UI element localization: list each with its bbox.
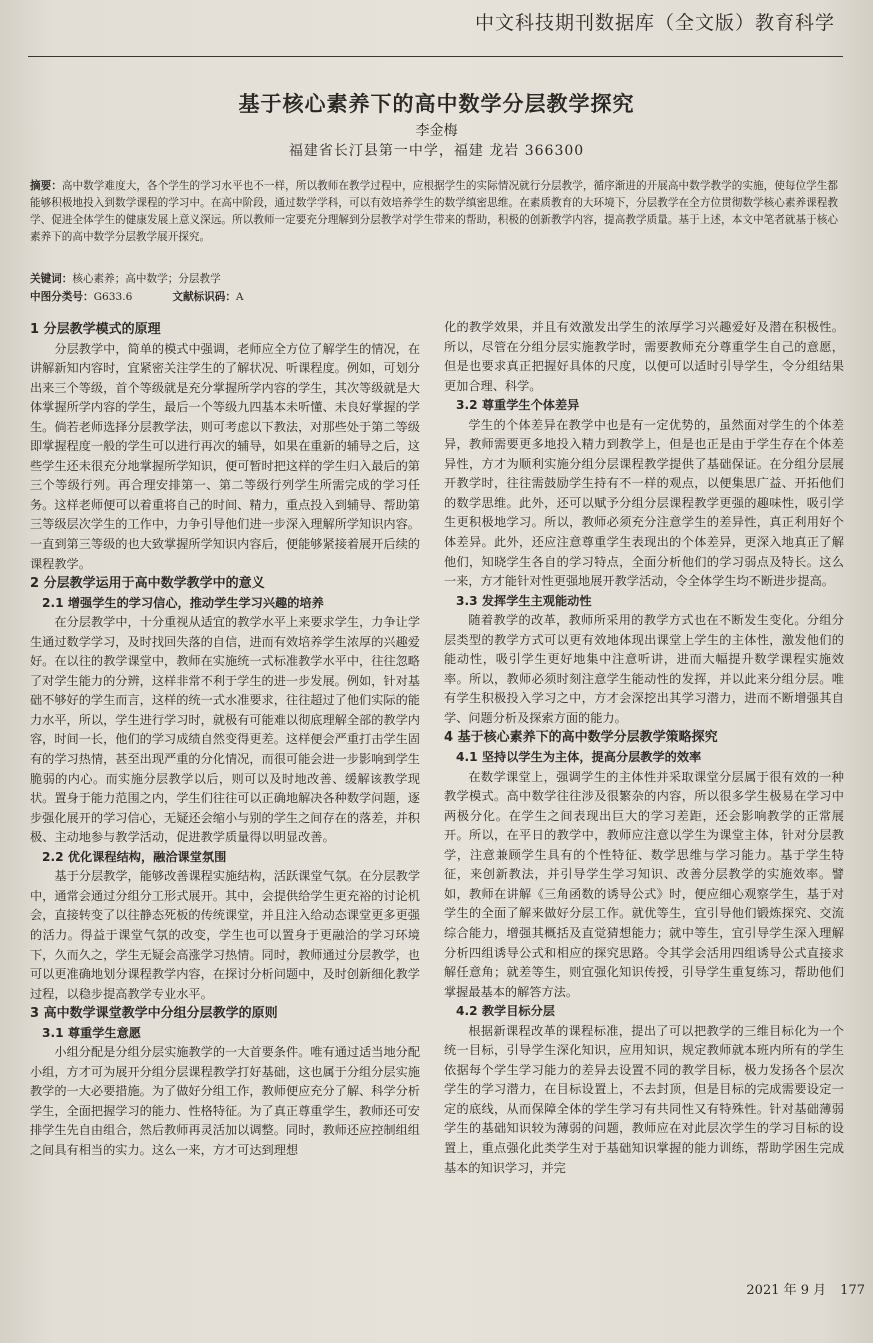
abstract-text: 高中数学难度大，各个学生的学习水平也不一样，所以教师在教学过程中，应根据学生的实际情况就行分层教学，循序渐进的开展高中数学教学的实施，使每位学生都能够积极地投入到数学课程的学习中。在高中阶段，通过数学学科，可以有效培养学生的数学缜密思维。在素质教育的大环境下，分层教学在全方位贯彻数学核心素养课程教学、促进全体学生的健康发展上意义深远。所以教师一定要充分理解到分层教学对学生带来的帮助，积极的创新教学内容，提高教学质量。基于上述，本文中笔者就基于核心素养下的高中数学分层教学展开探究。: [30, 180, 839, 243]
page-footer: [732, 1279, 865, 1298]
keywords-label: 关键词：: [30, 273, 73, 285]
body-column-left: [30, 320, 420, 1255]
keywords-text: 核心素养；高中数学；分层教学: [72, 273, 221, 285]
paragraph: 学生的个体差异在教学中也是有一定优势的，虽然面对学生的个体差异，教师需要更多地投入精力到教学上，但是也正是由于学生存在个体差异性，方才为顺利实施分组分层课程教学提供了基础保证。在分组分层展开教学时，往往需鼓励学生持有不一样的观点，以便集思广益、开拓他们的数学思维。此外，还可以赋予分组分层课程教学更强的趣味性，吸引学生更积极地学习。所以，教师必须充分注意学生的差异性，真正利用好个体差异。此外，还应注意尊重学生表现出的个体差异，更深入地真正了解他们，知晓学生各自的学习特点，全面分析他们的学习弱点及特长。这么一来，方才能针对性更强地展开教学活动，令全体学生均不断进步提高。: [444, 417, 844, 589]
subsection-heading: 3.1 尊重学生意愿: [42, 1025, 141, 1040]
paragraph: 基于分层教学，能够改善课程实施结构，活跃课堂气氛。在分层教学中，通常会通过分组分工形式展开。其中，会提供给学生更充裕的讨论机会，直接转变了以往静态死板的传统课堂，并且注入给动态课堂更多更强的活力。得益于课堂气氛的改变，学生也可以置身于更融洽的学习环境下，久而久之，学生无疑会高涨学习热情。同时，教师通过分层教学，也可以更准确地划分课程教学内容，在探讨分析问题中，及时创新细化教学过程，以稳步提高教学专业水平。: [30, 869, 420, 1001]
issue-date: 2021 年 9 月: [746, 1283, 827, 1298]
paragraph: 分层教学中，简单的模式中强调，老师应全方位了解学生的情况，在讲解新知内容时，宜紧密关注学生的了解状况、听课程度。例如，可划分出来三个等级，首个等级就是充分掌握所学内容的学生，其次等级就是大体掌握所学内容的学生，最后一个等级九四基本未听懂、未良好掌握的学生。倘若老师选择分层教学法，则可考虑以下教法，对那些处于第二等级即掌握程度一般的学生可以进行再次的辅导，如果在重新的辅导之后，这些学生还未很充分地掌握所学知识，便可暂时把这样的学生归入最后的第三个等级行列。再合理安排第一、第二等级行列学生所需完成的学习任务。这样老师便可以着重将自己的时间、精力，重点投入到辅导、帮助第三等级层次学生的工作中，力争引导他们进一步深入理解所学知识内容。一直到第三等级的也大致掌握所学知识内容后，便能够紧接着展开后续的课程教学。: [30, 341, 420, 571]
paragraph: 随着教学的改革，教师所采用的教学方式也在不断发生变化。分组分层类型的教学方式可以更有效地体现出课堂上学生的主体性，激发他们的能动性，吸引学生更好地集中注意听讲，进而大幅提升数学课程实施效率。所以，教师必须时刻注意学生能动性的发挥，并以此来分组分层。唯有学生积极投入学习之中，方才会深挖出其学习潜力，进而不断增强其自学、问题分析及探索方面的能力。: [444, 613, 844, 725]
abstract-label: 摘要：: [30, 180, 62, 192]
article-author: 李金梅: [415, 123, 458, 139]
subsection-heading: 3.2 尊重学生个体差异: [456, 398, 580, 413]
paragraph: 在数学课堂上，强调学生的主体性并采取课堂分层属于很有效的一种教学模式。高中数学往往涉及很繁杂的内容，所以很多学生极易在学习中两极分化。在学生之间表现出巨大的学习差距，还会影响教学的正常展开。所以，在平日的教学中，教师应注意以学生为课堂主体，针对分层教学，注意兼顾学生具有的个性特征、数学思维与学习能力。基于学生特征，来创新教法，并引导学生学习知识、改善分层教学的实施效率。譬如，教师在讲解《三角函数的诱导公式》时，便应细心观察学生，基于对学生的全面了解来做好分层工作。就优等生，宜引导他们锻炼探究、交流综合能力，增强其概括及直觉猜想能力；就中等生，宜引导学生深入理解分析四组诱导公式和相应的探究思路。令其学会活用四组诱导公式直接求解任意角；就差等生，则宜强化知识传授，引导学生重复练习，帮助他们掌握最基本的解答方法。: [444, 769, 844, 999]
subsection-heading: 4.2 教学目标分层: [456, 1004, 555, 1019]
body-column-right: [444, 318, 844, 1253]
classification: [30, 289, 838, 304]
section-heading: 2 分层教学运用于高中数学教学中的意义: [30, 576, 265, 592]
subsection-heading: 2.2 优化课程结构，融洽课堂氛围: [42, 849, 227, 864]
header-rule: [28, 56, 843, 57]
abstract: [30, 178, 838, 246]
paragraph: 小组分配是分组分层实施教学的一大首要条件。唯有通过适当地分配小组，方才可为展开分组分层课程教学打好基础，这也属于分组分层实施教学的一大必要措施。为了做好分组工作，教师便应充分了解、科学分析学生，全面把握学习的能力、性格特征。为了真正尊重学生，教师还可安排学生先自由组合，然后教师再灵活加以调整。同时，教师还应控制组组之间具有相当的实力。这么一来，方才可达到理想: [30, 1045, 420, 1157]
clc-value: G633.6: [93, 291, 133, 303]
journal-name: 中文科技期刊数据库（全文版）教育科学: [474, 12, 835, 34]
section-heading: 4 基于核心素养下的高中数学分层教学策略探究: [444, 730, 718, 746]
doc-code-label: 文献标识码：: [172, 291, 236, 303]
paragraph: 根据新课程改革的课程标准，提出了可以把教学的三维目标化为一个统一目标，引导学生深化知识，应用知识，规定教师就本班内所有的学生依据每个学生学习能力的差异去设置不同的教学目标，极力发扬各个层次学生的学习潜力，在目标设置上，不去封顶，但是目标的完成需要设定一定的底线，从而保障全体的学生学习有共同性又有特殊性。针对基础薄弱学生的基础知识较为薄弱的问题，教师应在对此层次学生的学习目标的设置上，重点强化此类学生对于基础知识掌握的能力训练，帮助学困生完成基本的知识学习，并完: [444, 1023, 844, 1175]
section-heading: 3 高中数学课堂教学中分组分层教学的原则: [30, 1006, 278, 1022]
subsection-heading: 4.1 坚持以学生为主体，提高分层教学的效率: [456, 750, 702, 765]
subsection-heading: 3.3 发挥学生主观能动性: [456, 593, 592, 608]
page-number: 177: [840, 1283, 865, 1298]
paragraph: 在分层教学中，十分重视从适宜的教学水平上来要求学生，力争让学生通过数学学习，及时找回失落的自信，进而有效培养学生浓厚的兴趣爱好。在以往的教学课堂中，教师在实施统一式标准教学水平中，往往忽略了对学生能力的分辨，这样非常不利于学生的进一步发展。例如，针对基础不够好的学生而言，这样的统一式水准要求，往往超过了他们实际的能力水平，所以，学生进行学习时，就极有可能难以彻底理解全部的教学内容，时间一长，他们的学习成绩自然变得更差。这样便会严重打击学生固有的学习热情，甚至出现严重的分化情况，而很可能会进一步影响到学生脆弱的内心。而实施分层教学以后，则可以及时地改善、缓解该教学现状。置身于能力范围之内，学生们往往可以正确地解决各种数学问题，逐步强化展开的学习信心，无疑还会缩小与别的学生之间存在的落差，并积极、主动地参与教学活动，促进教学质量得以明显改善。: [30, 615, 420, 845]
article-title: 基于核心素养下的高中数学分层教学探究: [238, 92, 635, 116]
clc-label: 中图分类号：: [30, 291, 94, 303]
doc-code-value: A: [235, 291, 244, 303]
section-heading: 1 分层教学模式的原理: [30, 322, 161, 337]
running-header: [0, 0, 873, 72]
paragraph-continued: 化的教学效果，并且有效激发出学生的浓厚学习兴趣爱好及潜在积极性。所以，尽管在分组分层实施教学时，需要教师充分尊重学生自己的意愿，但是也要求真正把握好具体的尺度，以便可以适时引导学生，令分组结果更加合理、科学。: [444, 320, 844, 393]
author-affiliation: 福建省长汀县第一中学，福建 龙岩 366300: [288, 143, 585, 159]
keywords: [30, 271, 838, 286]
subsection-heading: 2.1 增强学生的学习信心，推动学生学习兴趣的培养: [42, 595, 324, 610]
